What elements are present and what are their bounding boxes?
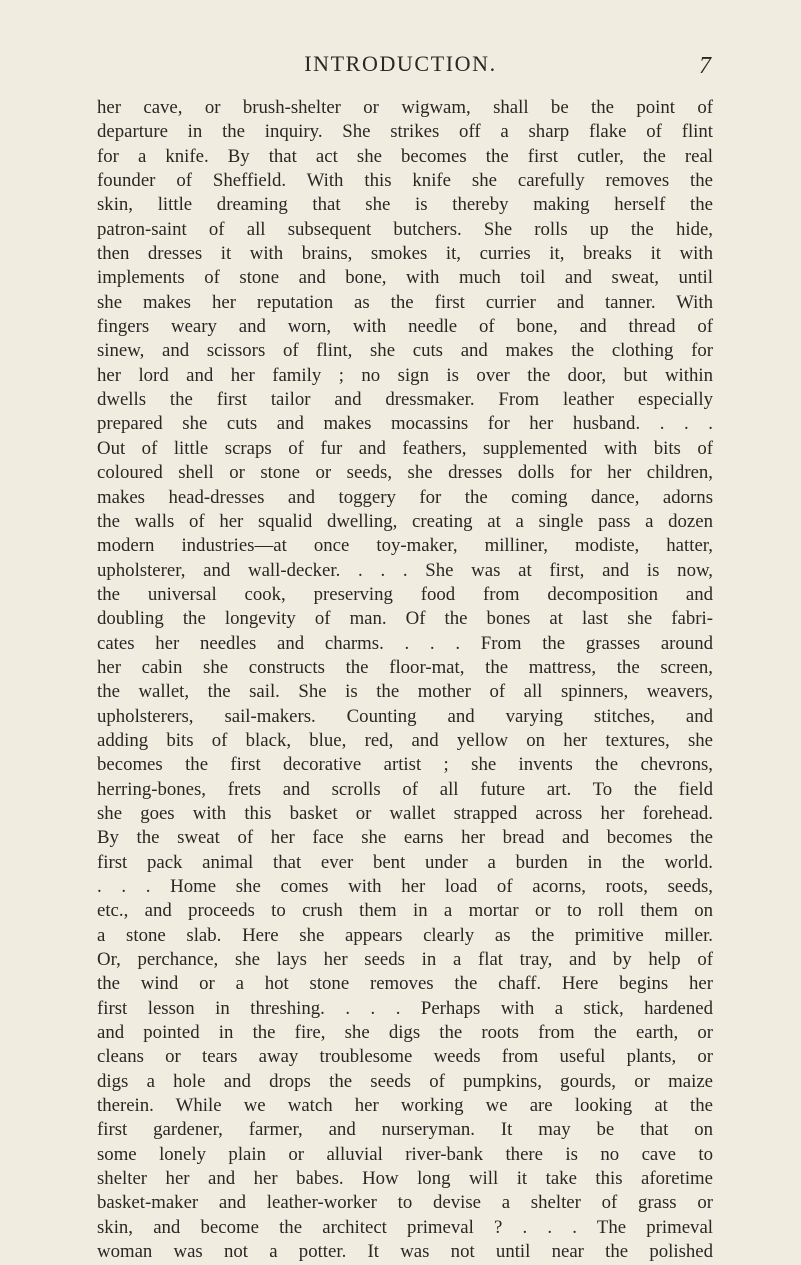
text-line: implements of stone and bone, with much toil and sweat, until [97,267,713,289]
text-line: and pointed in the fire, she digs the roots from the earth, or [97,1022,713,1044]
text-line: doubling the longevity of man. Of the bones at last she fabri- [97,608,713,630]
text-line: first lesson in threshing. . . . Perhaps with a stick, hardened [97,997,713,1019]
text-line: coloured shell or stone or seeds, she dresses dolls for her children, [97,462,713,484]
text-line: adding bits of black, blue, red, and yellow on her textures, she [97,729,713,751]
text-line: patron-saint of all subsequent butchers. She rolls up the hide, [97,218,713,240]
text-line: becomes the first decorative artist ; she invents the chevrons, [97,754,713,776]
text-line: then dresses it with brains, smokes it, curries it, breaks it with [97,243,713,265]
text-line: modern industries—at once toy-maker, milliner, modiste, hatter, [97,535,713,557]
text-line: upholsterer, and wall-decker. . . . She was at first, and is now, [97,559,713,581]
text-line: she makes her reputation as the first currier and tanner. With [97,291,713,313]
text-line: for a knife. By that act she becomes the first cutler, the real [97,145,713,167]
text-line: . . . Home she comes with her load of acorns, roots, seeds, [97,876,713,897]
text-line: the wind or a hot stone removes the chaff. Here begins her [97,973,713,995]
text-line: fingers weary and worn, with needle of bone, and thread of [97,316,713,338]
text-line: she goes with this basket or wallet strapped across her forehead. [97,802,713,824]
text-line: a stone slab. Here she appears clearly as the primitive miller. [97,924,713,946]
running-head [0,48,801,80]
text-line: etc., and proceeds to crush them in a mortar or to roll them on [97,900,713,922]
text-line: the wallet, the sail. She is the mother of all spinners, weavers, [97,681,713,703]
text-line: dwells the first tailor and dressmaker. From leather especially [97,389,713,411]
text-line: Out of little scraps of fur and feathers, supplemented with bits of [97,437,713,459]
text-line: digs a hole and drops the seeds of pumpkins, gourds, or maize [97,1070,713,1092]
text-line: some lonely plain or alluvial river-bank there is no cave to [97,1143,713,1165]
text-line: her cave, or brush-shelter or wigwam, shall be the point of [97,97,713,118]
text-line: founder of Sheffield. With this knife she carefully removes the [97,170,713,192]
text-line: skin, little dreaming that she is thereby making herself the [97,194,713,216]
page-number: 7 [699,53,711,79]
text-line: departure in the inquiry. She strikes off a sharp flake of flint [97,121,713,143]
text-line: Or, perchance, she lays her seeds in a flat tray, and by help of [97,949,713,971]
text-line: woman was not a potter. It was not until near the polished [97,1241,713,1263]
text-line: first pack animal that ever bent under a burden in the world. [97,851,713,873]
text-line: basket-maker and leather-worker to devise a shelter of grass or [97,1192,713,1214]
text-line: her lord and her family ; no sign is over the door, but within [97,364,713,386]
text-line: first gardener, farmer, and nurseryman. It may be that on [97,1119,713,1141]
text-line: cleans or tears away troublesome weeds from useful plants, or [97,1046,713,1068]
text-line: shelter her and her babes. How long will it take this aforetime [97,1168,713,1190]
text-line: upholsterers, sail-makers. Counting and varying stitches, and [97,705,713,727]
text-line: herring-bones, frets and scrolls of all future art. To the field [97,778,713,800]
text-line: sinew, and scissors of flint, she cuts and makes the clothing for [97,340,713,362]
text-line: By the sweat of her face she earns her bread and becomes the [97,827,713,849]
text-line: therein. While we watch her working we are looking at the [97,1095,713,1117]
text-line: her cabin she constructs the floor-mat, the mattress, the screen, [97,656,713,678]
text-line: prepared she cuts and makes mocassins for her husband. . . . [97,413,713,435]
text-line: makes head-dresses and toggery for the coming dance, adorns [97,486,713,508]
text-line: the universal cook, preserving food from decomposition and [97,583,713,605]
text-line: skin, and become the architect primeval ? . . . The primeval [97,1216,713,1238]
text-line: the walls of her squalid dwelling, creating at a single pass a dozen [97,510,713,532]
body-paragraph [97,96,713,1265]
running-title: INTRODUCTION. [304,51,497,76]
text-line: cates her needles and charms. . . . From the grasses around [97,632,713,654]
